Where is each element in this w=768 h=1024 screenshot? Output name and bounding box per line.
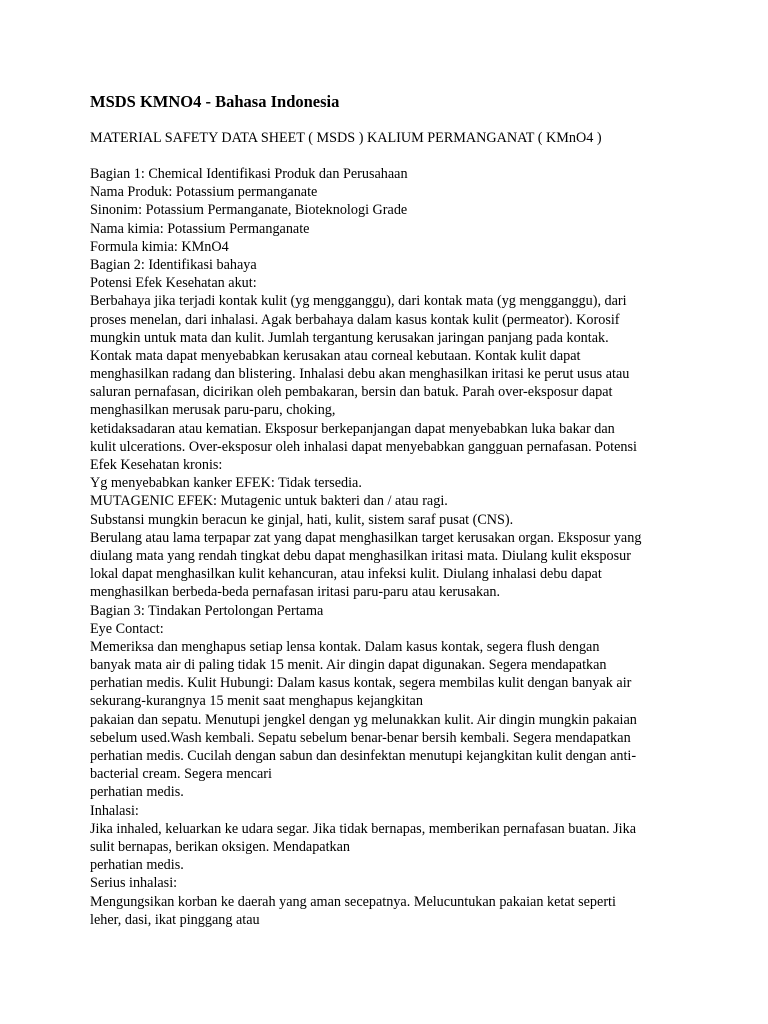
text-line: diulang mata yang rendah tingkat debu dapat menghasilkan iritasi mata. Diulang kulit eksposur [90,547,631,564]
text-line: Memeriksa dan menghapus setiap lensa kontak. Dalam kasus kontak, segera flush dengan [90,638,600,655]
text-line: MUTAGENIC EFEK: Mutagenic untuk bakteri dan / atau ragi. [90,493,448,510]
text-line: Bagian 3: Tindakan Pertolongan Pertama [90,602,324,619]
document-subtitle: MATERIAL SAFETY DATA SHEET ( MSDS ) KALIUM PERMANGANAT ( KMnO4 ) [90,130,602,146]
text-line: sulit bernapas, berikan oksigen. Mendapatkan [90,838,351,855]
text-line: Serius inhalasi: [90,875,178,892]
text-line: perhatian medis. [90,857,184,874]
text-line: menghasilkan berbeda-beda pernafasan iritasi paru-paru atau kerusakan. [90,584,501,601]
text-line: Jika inhaled, keluarkan ke udara segar. Jika tidak bernapas, memberikan pernafasan buatan. Jika [90,820,637,837]
text-line: Nama kimia: Potassium Permanganate [90,220,310,237]
document-body [90,165,641,929]
text-line: pakaian dan sepatu. Menutupi jengkel dengan yg melunakkan kulit. Air dingin mungkin pakaian [90,711,637,728]
text-line: Eye Contact: [90,620,164,637]
text-line: perhatian medis. [90,784,184,801]
text-line: Nama Produk: Potassium permanganate [90,184,318,201]
text-line: Efek Kesehatan kronis: [90,457,223,473]
text-line: Bagian 2: Identifikasi bahaya [90,256,257,273]
text-line: Kontak mata dapat menyebabkan kerusakan atau corneal kebutaan. Kontak kulit dapat [90,347,581,364]
text-line: Substansi mungkin beracun ke ginjal, hati, kulit, sistem saraf pusat (CNS). [90,511,514,528]
document-title: MSDS KMNO4 - Bahasa Indonesia [90,92,340,111]
text-line: Berulang atau lama terpapar zat yang dapat menghasilkan target kerusakan organ. Eksposur yang [90,529,642,546]
text-line: leher, dasi, ikat pinggang atau [90,911,260,928]
text-line: kulit ulcerations. Over-eksposur oleh inhalasi dapat menyebabkan gangguan pernafasan. Potensi [90,438,637,455]
text-line: sebelum used.Wash kembali. Sepatu sebelum benar-benar bersih kembali. Segera mendapatkan [90,729,631,746]
text-line: Berbahaya jika terjadi kontak kulit (yg mengganggu), dari kontak mata (yg mengganggu), dari [90,293,627,310]
text-line: menghasilkan merusak paru-paru, choking, [90,402,336,419]
text-line: sekurang-kurangnya 15 menit saat menghapus kejangkitan [90,693,423,710]
text-line: Potensi Efek Kesehatan akut: [90,275,257,292]
text-line: perhatian medis. Kulit Hubungi: Dalam kasus kontak, segera membilas kulit dengan banyak air [90,675,632,692]
text-line: saluran pernafasan, dicirikan oleh pembakaran, bersin dan batuk. Parah over-eksposur dapat [90,384,613,401]
text-line: lokal dapat menghasilkan kulit kehancuran, atau infeksi kulit. Diulang inhalasi debu dapat [90,566,602,583]
text-line: ketidaksadaran atau kematian. Eksposur berkepanjangan dapat menyebabkan luka bakar dan [90,420,615,437]
text-line: Yg menyebabkan kanker EFEK: Tidak tersedia. [90,475,362,492]
text-line: banyak mata air di paling tidak 15 menit. Air dingin dapat digunakan. Segera mendapatkan [90,657,607,674]
text-line: Mengungsikan korban ke daerah yang aman secepatnya. Melucuntukan pakaian ketat seperti [90,893,616,910]
text-line: Inhalasi: [90,802,139,819]
text-line: mungkin untuk mata dan kulit. Jumlah tergantung kerusakan jaringan panjang pada kontak. [90,329,609,346]
text-line: Bagian 1: Chemical Identifikasi Produk dan Perusahaan [90,166,408,182]
text-line: menghasilkan radang dan blistering. Inhalasi debu akan menghasilkan iritasi ke perut usus atau [90,366,630,383]
text-line: bacterial cream. Segera mencari [90,766,272,783]
text-line: perhatian medis. Cucilah dengan sabun dan desinfektan menutupi kejangkitan kulit dengan anti- [90,748,637,764]
text-line: Sinonim: Potassium Permanganate, Bioteknologi Grade [90,202,408,219]
text-line: proses menelan, dari inhalasi. Agak berbahaya dalam kasus kontak kulit (permeator). Korosif [90,311,620,328]
text-line: Formula kimia: KMnO4 [90,238,229,255]
